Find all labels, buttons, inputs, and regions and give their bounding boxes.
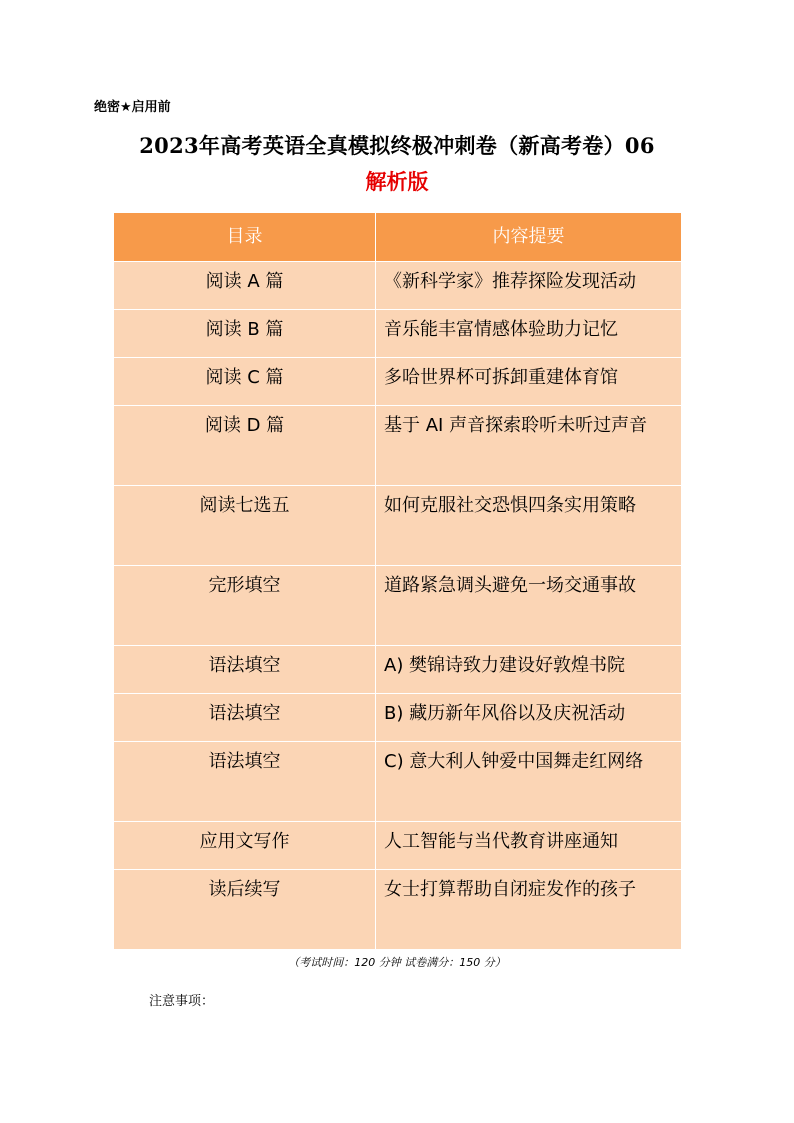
- section-cell: 应用文写作: [114, 822, 376, 870]
- summary-cell: A) 樊锦诗致力建设好敦煌书院: [376, 646, 682, 694]
- table-row: [114, 694, 682, 742]
- summary-cell: 道路紧急调头避免一场交通事故: [376, 566, 682, 646]
- attention-heading: 注意事项：: [149, 994, 215, 1009]
- summary-cell: 多哈世界杯可拆卸重建体育馆: [376, 358, 682, 406]
- summary-cell: C) 意大利人钟爱中国舞走红网络: [376, 742, 682, 822]
- confidential-mark: 绝密★启用前: [94, 100, 171, 115]
- page-subtitle: 解析版: [365, 169, 429, 194]
- exam-time-note: （考试时间：120 分钟 试卷满分：150 分）: [288, 956, 506, 969]
- table-header-row: [114, 213, 682, 262]
- table-row: [114, 822, 682, 870]
- table-row: [114, 646, 682, 694]
- summary-cell: 基于 AI 声音探索聆听未听过声音: [376, 406, 682, 486]
- summary-cell: 女士打算帮助自闭症发作的孩子: [376, 870, 682, 950]
- table-row: [114, 742, 682, 822]
- summary-cell: 如何克服社交恐惧四条实用策略: [376, 486, 682, 566]
- section-cell: 阅读 B 篇: [114, 310, 376, 358]
- section-cell: 语法填空: [114, 646, 376, 694]
- header-summary: 内容提要: [376, 213, 682, 262]
- table-row: [114, 870, 682, 950]
- section-cell: 完形填空: [114, 566, 376, 646]
- table-row: [114, 310, 682, 358]
- header-catalog: 目录: [114, 213, 376, 262]
- summary-cell: 《新科学家》推荐探险发现活动: [376, 262, 682, 310]
- summary-cell: 人工智能与当代教育讲座通知: [376, 822, 682, 870]
- section-cell: 语法填空: [114, 694, 376, 742]
- section-cell: 阅读 A 篇: [114, 262, 376, 310]
- section-cell: 阅读七选五: [114, 486, 376, 566]
- section-cell: 读后续写: [114, 870, 376, 950]
- section-cell: 阅读 D 篇: [114, 406, 376, 486]
- summary-cell: 音乐能丰富情感体验助力记忆: [376, 310, 682, 358]
- table-row: [114, 358, 682, 406]
- table-row: [114, 406, 682, 486]
- table-row: [114, 486, 682, 566]
- section-cell: 阅读 C 篇: [114, 358, 376, 406]
- table-row: [114, 566, 682, 646]
- contents-table: [113, 212, 682, 950]
- table-row: [114, 262, 682, 310]
- summary-cell: B) 藏历新年风俗以及庆祝活动: [376, 694, 682, 742]
- page-title: 2023年高考英语全真模拟终极冲刺卷（新高考卷）06: [139, 133, 655, 158]
- section-cell: 语法填空: [114, 742, 376, 822]
